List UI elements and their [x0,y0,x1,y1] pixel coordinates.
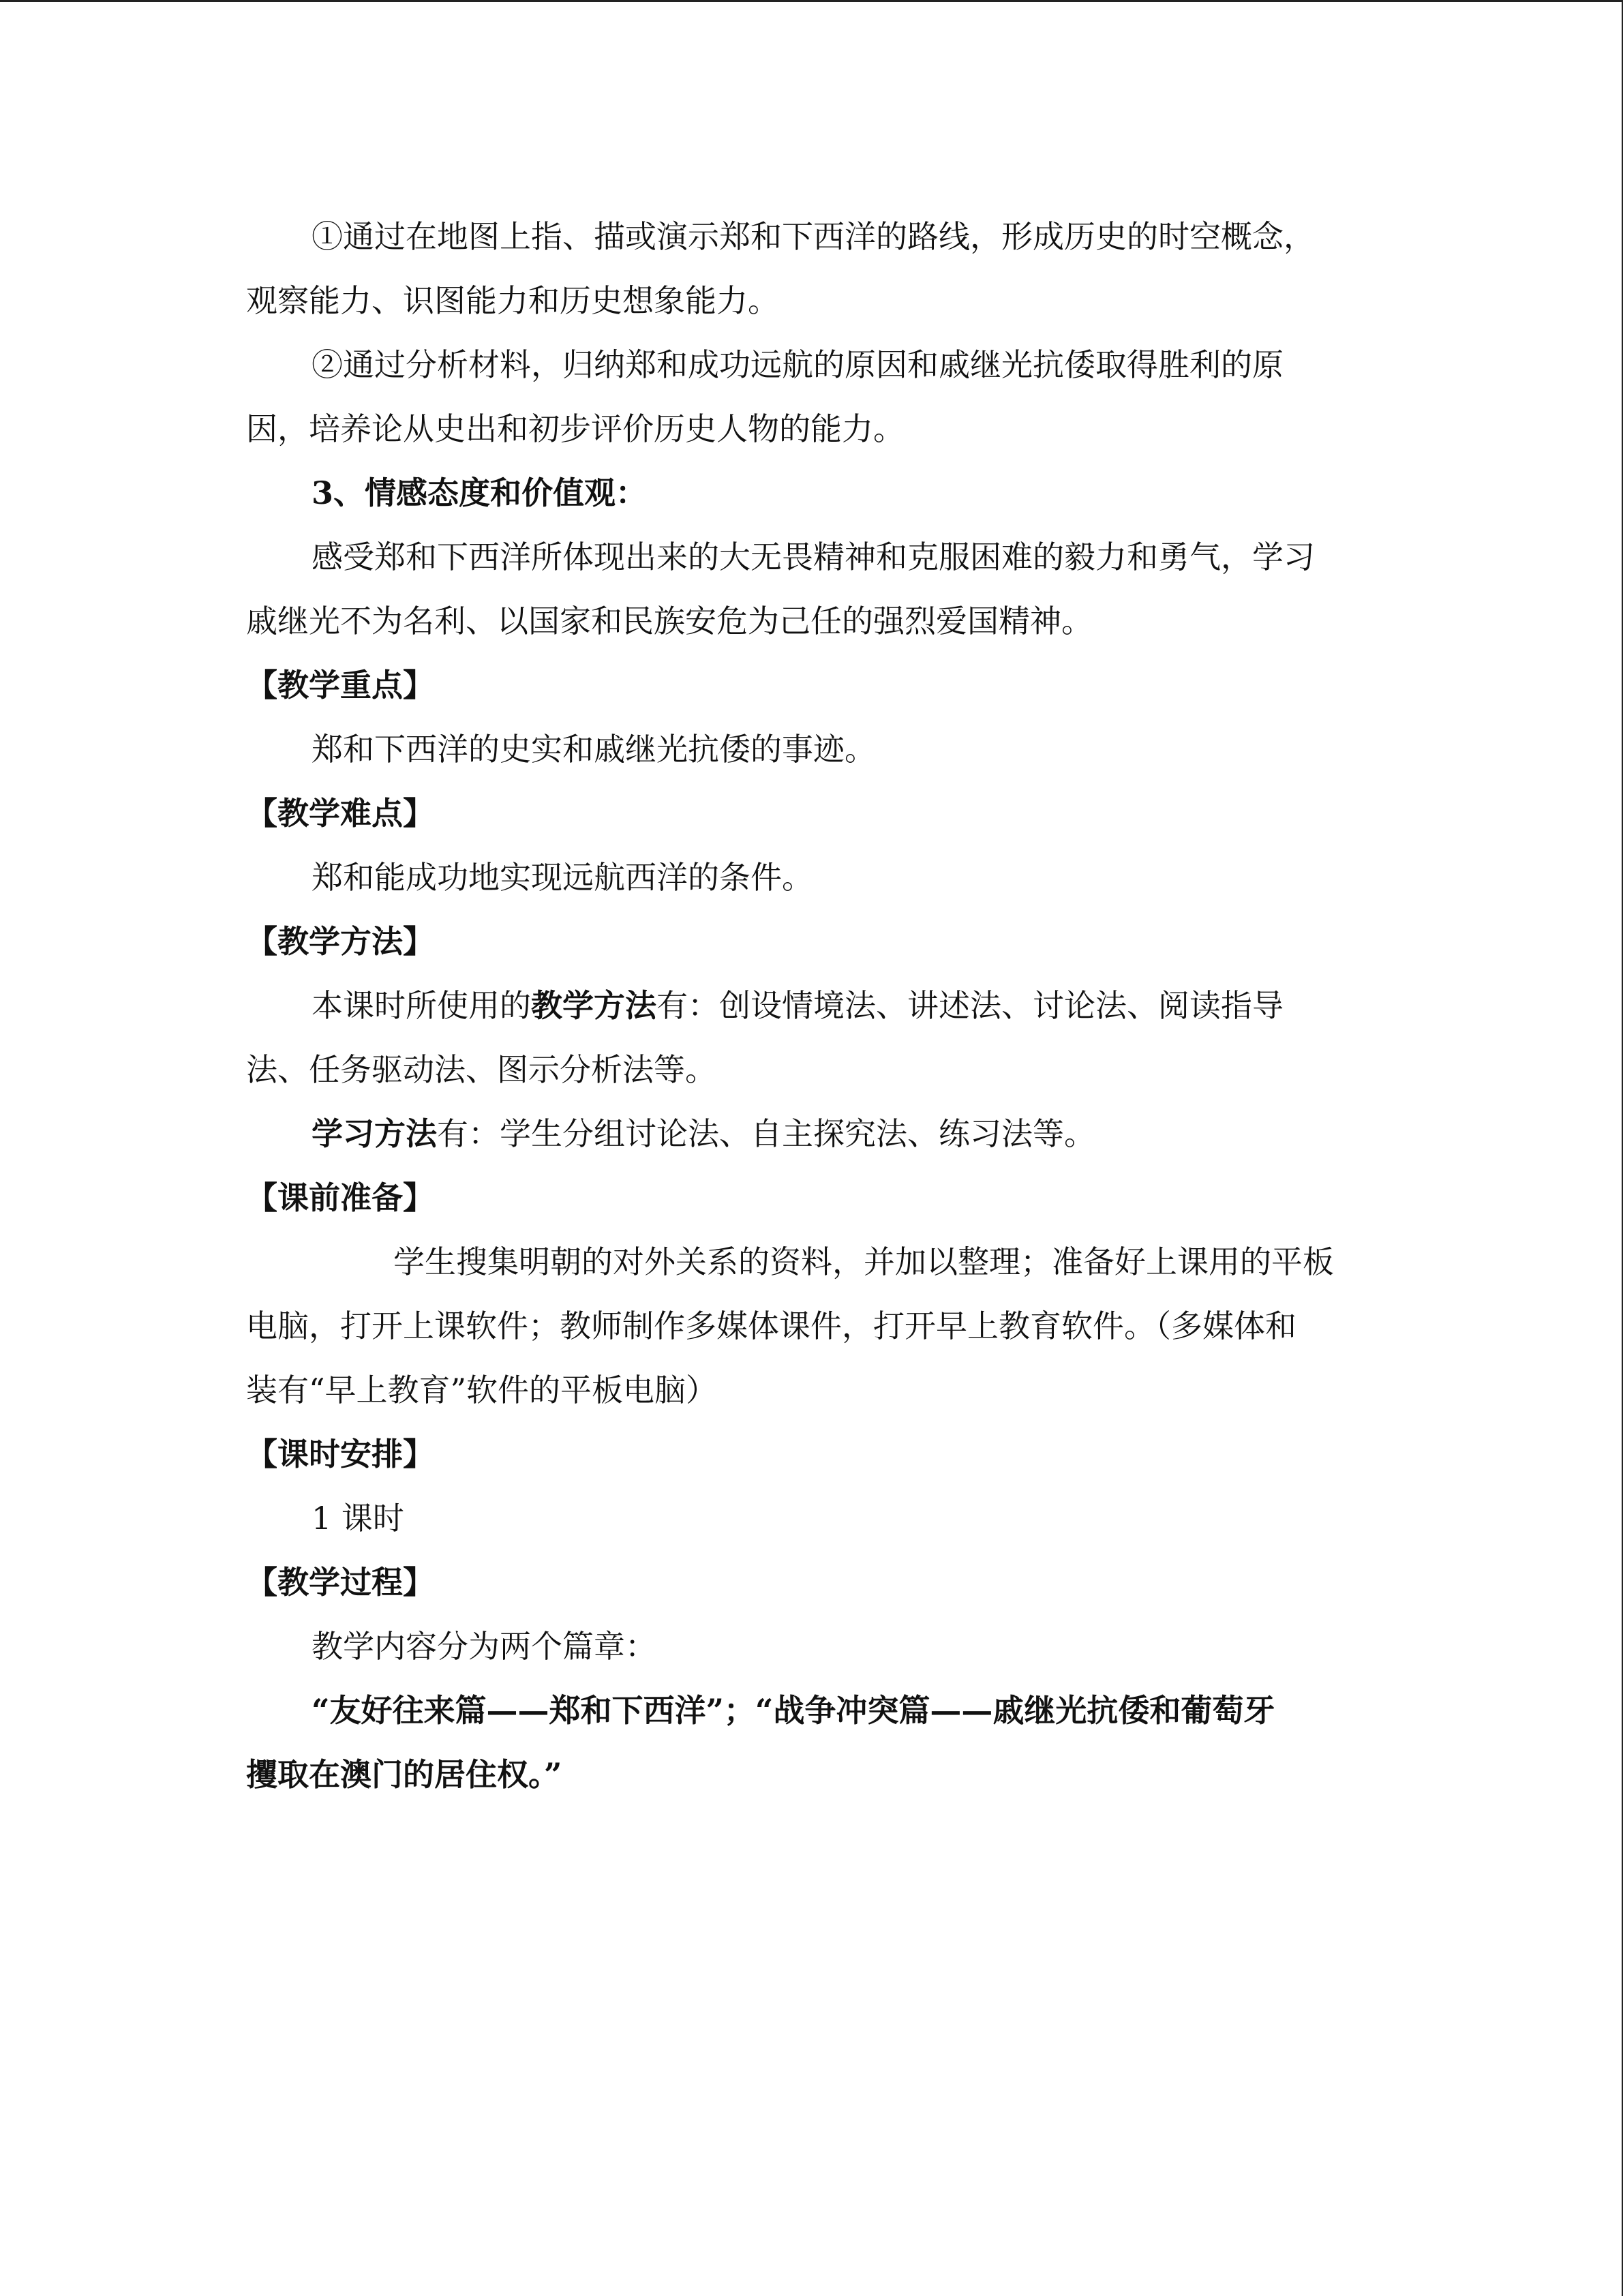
methods-line3-suffix: 有：学生分组讨论法、自主探究法、练习法等。 [437,1115,1095,1152]
key-points-text: 郑和下西洋的史实和戚继光抗倭的事迹。 [312,731,876,768]
document-body [246,205,1378,1807]
skills-item1-line1: ①通过在地图上指、描或演示郑和下西洋的路线，形成历史的时空概念， [312,218,1315,255]
process-chapters-line1: “友好往来篇——郑和下西洋”；“战争冲突篇——戚继光抗倭和葡萄牙 [312,1692,1275,1729]
preparation-heading: 【课前准备】 [246,1179,434,1216]
schedule-heading: 【课时安排】 [246,1436,434,1472]
process-intro: 教学内容分为两个篇章： [312,1628,656,1665]
learning-methods-term: 学习方法 [312,1115,437,1152]
preparation-line2: 电脑，打开上课软件；教师制作多媒体课件，打开早上教育软件。（多媒体和 [246,1308,1296,1344]
process-heading: 【教学过程】 [246,1564,434,1601]
difficulties-text: 郑和能成功地实现远航西洋的条件。 [312,859,813,896]
preparation-line3: 装有“早上教育”软件的平板电脑） [246,1372,718,1408]
schedule-text: 1 课时 [312,1500,404,1537]
methods-line1-prefix: 本课时所使用的 [312,987,531,1024]
skills-item2-line2: 因，培养论从史出和初步评价历史人物的能力。 [246,410,905,447]
methods-line2: 法、任务驱动法、图示分析法等。 [246,1051,716,1088]
difficulties-heading: 【教学难点】 [246,795,434,832]
skills-item2-line1: ②通过分析材料，归纳郑和成功远航的原因和戚继光抗倭取得胜利的原 [312,346,1284,383]
skills-item1-line2: 观察能力、识图能力和历史想象能力。 [246,282,779,319]
preparation-line1: 学生搜集明朝的对外关系的资料，并加以整理；准备好上课用的平板 [393,1243,1334,1280]
methods-heading: 【教学方法】 [246,923,434,960]
teaching-methods-term: 教学方法 [531,987,656,1024]
methods-line3 [246,1102,1378,1166]
attitude-title: 3、情感态度和价值观： [312,474,648,511]
key-points-heading: 【教学重点】 [246,667,434,704]
attitude-line1: 感受郑和下西洋所体现出来的大无畏精神和克服困难的毅力和勇气，学习 [312,539,1315,575]
process-chapters-line2: 攫取在澳门的居住权。” [246,1756,562,1793]
methods-line1-suffix: 有：创设情境法、讲述法、讨论法、阅读指导 [656,987,1284,1024]
attitude-line2: 戚继光不为名利、以国家和民族安危为己任的强烈爱国精神。 [246,603,1093,639]
methods-line1 [246,973,1378,1038]
